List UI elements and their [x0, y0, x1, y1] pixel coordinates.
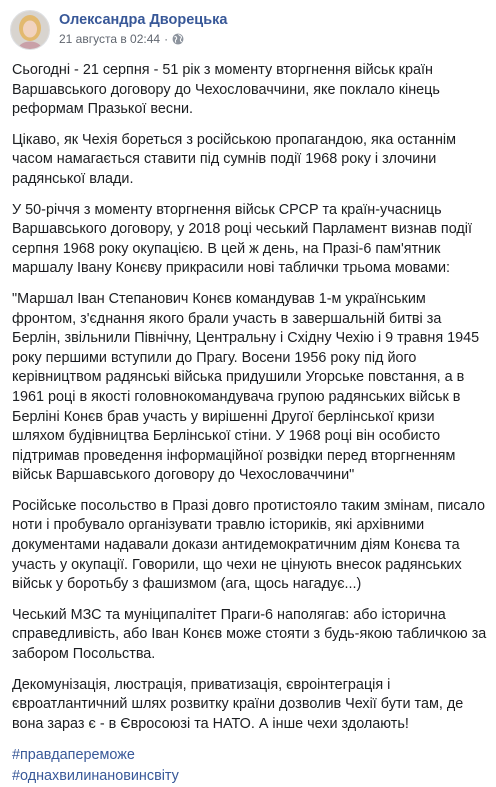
- hashtag-link[interactable]: #однахвилинановинсвіту: [12, 768, 179, 785]
- post-paragraph: Декомунізація, люстрація, приватизація, євроінтеграція і євроатлантичний шлях розвитку країни дозволив Чехії бути там, де вона зараз є - в Євросоюзі та НАТО. А інше чехи здолають!: [12, 676, 464, 732]
- hashtag-link[interactable]: #правдапереможе: [12, 747, 135, 764]
- post-paragraph: У 50-річчя з моменту вторгнення військ СРСР та країн-учасниць Варшавського договору, у 2018 році чеський Парламент визнав події серпня 1968 року окупацією. В цей ж день, на Празі-6 пам'ятник маршалу Івану Конєву прикрасили нові таблички трьома мовами:: [12, 201, 472, 277]
- post-subline: [59, 31, 227, 47]
- separator-dot: ·: [164, 32, 169, 46]
- post-body: [12, 61, 488, 787]
- post-paragraph: Сьогодні - 21 серпня - 51 рік з моменту вторгнення військ країн Варшавського договору до Чехословаччини, яке поклало кінець реформам Празької весни.: [12, 62, 440, 118]
- post-paragraph: Чеський МЗС та муніципалітет Праги-6 наполягав: або історична справедливість, або Іван Конєв може стояти з будь-якою табличкою за забором Посольства.: [12, 606, 487, 663]
- author-name[interactable]: Олександра Дворецька: [59, 12, 228, 28]
- profile-photo: [11, 11, 49, 49]
- globe-icon[interactable]: [172, 33, 184, 45]
- post-paragraph: Російське посольство в Празі довго протистояло таким змінам, писало ноти і пробувало організувати травлю істориків, які архівними документами надавали докази антидемократичним діям Конєва та участь у окупації. Говорили, що чехи не цінують внесок радянських військ у боротьбу з фашизмом (ага, щось нагадує...): [12, 497, 486, 593]
- post-header: [10, 10, 227, 54]
- hashtag-list: [12, 745, 488, 787]
- post-paragraph: "Маршал Іван Степанович Конєв командував 1-м українським фронтом, з'єднання якого брали участь в завершальній битві за Берлін, звільнили Північну, Центральну і Східну Чехію і 9 травня 1945 року першими вступили до Прагу. Восени 1956 року під його керівництвом радянські війська придушили Угорське повстання, а в 1961 році в якості головнокомандувача групою радянських військ в Берліні Конєв брав участь у вирішенні Другої берлінської кризи шляхом будівництва Берлінської стіни. У 1968 році він особисто підтримав проведення інформаційної розвідки перед вторгненням військ Варшавського договору до Чехословаччини": [12, 290, 480, 484]
- avatar[interactable]: [10, 10, 50, 50]
- post-paragraph: Цікаво, як Чехія бореться з російською пропагандою, яка останнім часом намагається ставити під сумнів події 1968 року і злочини радянської влади.: [12, 131, 457, 187]
- post-timestamp[interactable]: 21 августа в 02:44: [59, 32, 161, 46]
- post-meta: [59, 10, 227, 47]
